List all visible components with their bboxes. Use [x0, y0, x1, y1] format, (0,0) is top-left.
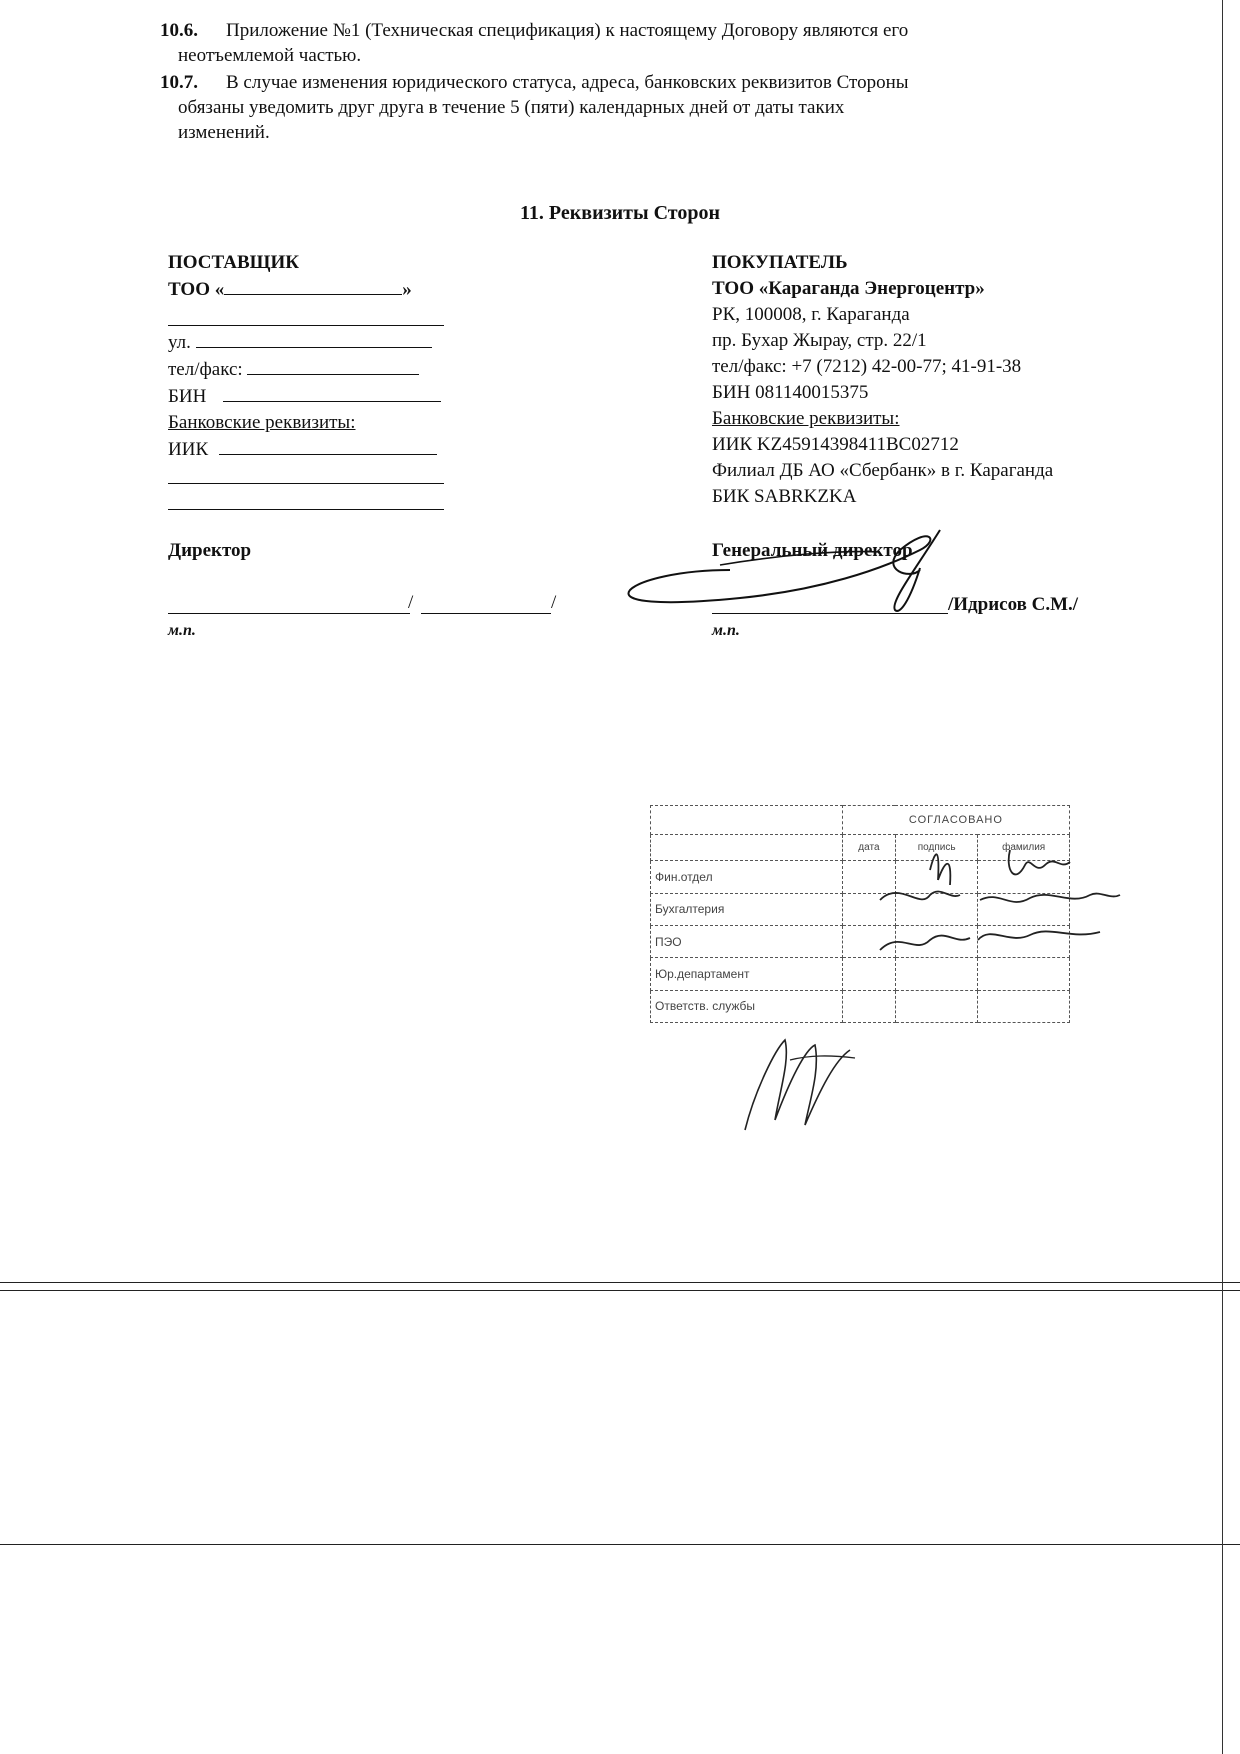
supplier-phone-field[interactable]: [247, 356, 419, 375]
supplier-name-line[interactable]: [421, 613, 551, 614]
supplier-org: ТОО « »: [168, 276, 458, 303]
supplier-street-field[interactable]: [196, 329, 432, 348]
supplier-org-field[interactable]: [224, 276, 402, 295]
supplier-bank-label: Банковские реквизиты:: [168, 412, 356, 433]
supplier-blank-line: [168, 509, 444, 510]
clause-number: 10.7.: [160, 72, 198, 93]
supplier-bin: БИН: [168, 383, 458, 410]
clause-10-7: [160, 70, 1104, 145]
scan-edge-line: [1222, 0, 1223, 1754]
approval-stamp-title: СОГЛАСОВАНО: [842, 806, 1069, 835]
approval-row: ПЭО: [651, 925, 1070, 957]
buyer-bank-label: Банковские реквизиты:: [712, 408, 900, 429]
buyer-signer-name: /Идрисов С.М./: [948, 594, 1079, 615]
director-signature-image: [620, 510, 960, 620]
clause-text: Приложение №1 (Техническая спецификация) к настоящему Договору являются его неотъемлемой частью.: [178, 20, 909, 66]
approval-row: Юр.департамент: [651, 958, 1070, 990]
buyer-stamp-place: м.п.: [712, 622, 740, 639]
buyer-address-street: пр. Бухар Жырау, стр. 22/1: [712, 330, 927, 351]
buyer-block: [712, 250, 1182, 510]
section-title: 11. Реквизиты Сторон: [520, 202, 720, 224]
clause-text: В случае изменения юридического статуса, адреса, банковских реквизитов Стороны обязаны уведомить друг друга в течение 5 (пяти) календарных дней от даты таких изменений.: [178, 72, 909, 143]
scan-border-line: [0, 1290, 1240, 1291]
scan-border-line: [0, 1544, 1240, 1545]
supplier-stamp-place: м.п.: [168, 622, 196, 639]
clause-number: 10.6.: [160, 20, 198, 41]
approval-header-row: дата подпись фамилия: [651, 834, 1070, 861]
supplier-fields: [168, 329, 458, 463]
approval-signatures-image: [860, 840, 1140, 970]
buyer-org: ТОО «Караганда Энергоцентр»: [712, 278, 985, 299]
scan-border-line: [0, 1282, 1240, 1283]
approval-extra-signature-image: [735, 1030, 875, 1140]
approval-row: Фин.отдел: [651, 861, 1070, 893]
supplier-signature-slash: /: [551, 592, 557, 613]
supplier-bin-field[interactable]: [223, 383, 441, 402]
clause-10-6: [160, 18, 1104, 68]
supplier-iik-field[interactable]: [219, 436, 437, 455]
approval-row: Бухгалтерия: [651, 893, 1070, 925]
buyer-address-city: РК, 100008, г. Караганда: [712, 304, 910, 325]
supplier-blank-line: [168, 483, 444, 484]
supplier-signer-title: Директор: [168, 540, 252, 561]
supplier-block: [168, 250, 458, 303]
buyer-bin: БИН 081140015375: [712, 382, 869, 403]
buyer-branch: Филиал ДБ АО «Сбербанк» в г. Караганда: [712, 460, 1054, 481]
supplier-street: ул.: [168, 329, 458, 356]
approval-row: Ответств. службы: [651, 990, 1070, 1022]
supplier-phone: тел/факс:: [168, 356, 458, 383]
buyer-heading: ПОКУПАТЕЛЬ: [712, 252, 848, 273]
buyer-bik: БИК SABRKZKA: [712, 486, 857, 507]
buyer-signer-title: Генеральный директор: [712, 540, 913, 561]
supplier-iik: ИИК: [168, 436, 458, 463]
buyer-phone: тел/факс: +7 (7212) 42-00-77; 41-91-38: [712, 356, 1022, 377]
supplier-signature-slash: /: [408, 592, 414, 613]
buyer-iik: ИИК KZ45914398411BC02712: [712, 434, 959, 455]
supplier-blank-line: [168, 325, 444, 326]
supplier-signature-line[interactable]: [168, 613, 410, 614]
supplier-heading: ПОСТАВЩИК: [168, 252, 300, 273]
